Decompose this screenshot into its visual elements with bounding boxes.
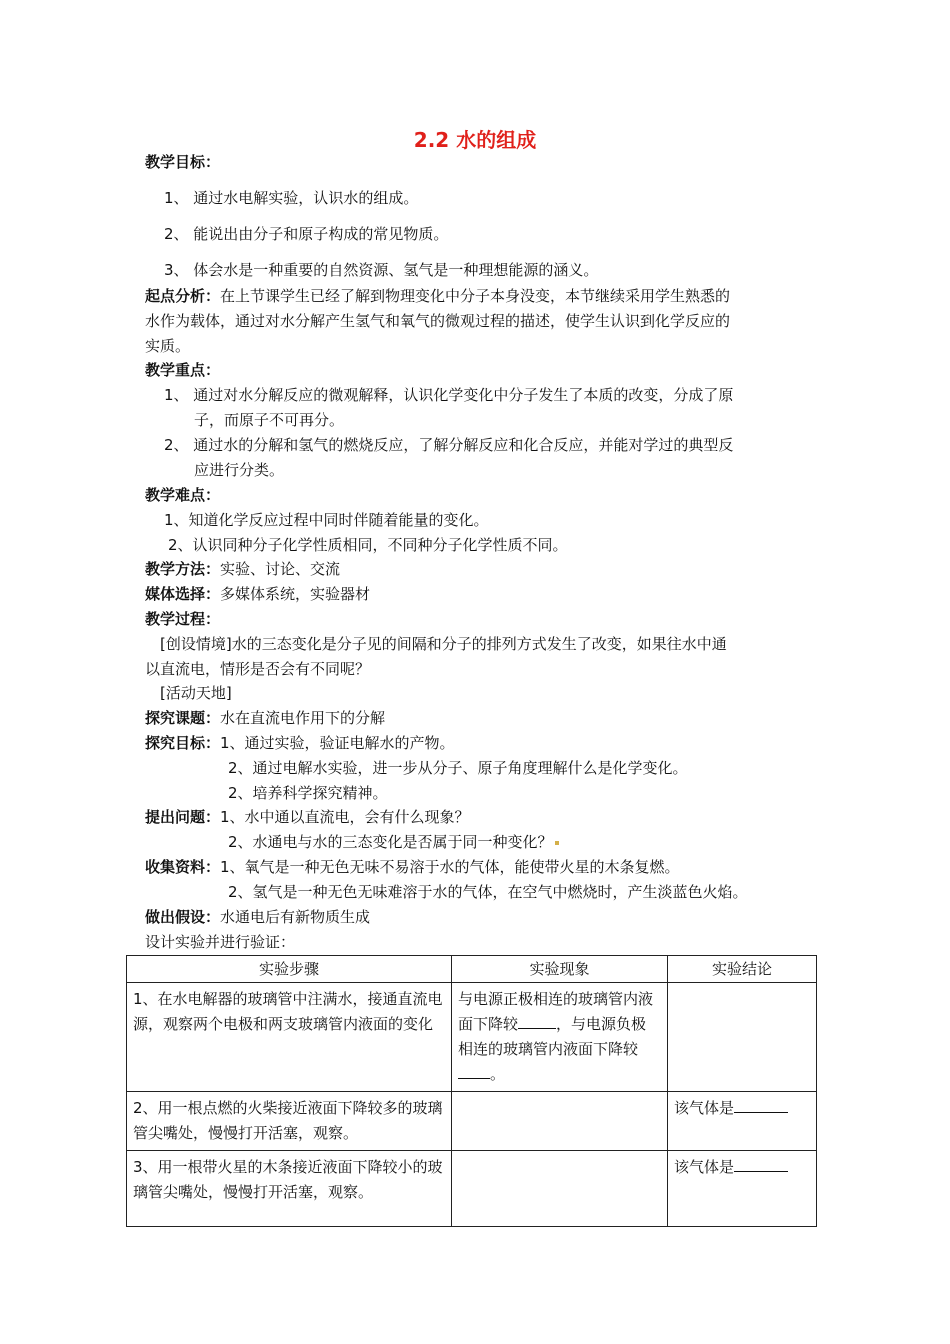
fill-blank[interactable] (734, 1098, 788, 1113)
difficulties-heading: 教学难点： (145, 486, 221, 504)
method-line (145, 557, 817, 581)
objective-item-2: 2、 能说出由分子和原子构成的常见物质。 (164, 225, 449, 243)
material-line-1 (145, 855, 817, 879)
questions-heading: 提出问题： (145, 808, 221, 826)
row3-conclusion (668, 1151, 817, 1227)
activity-label: [活动天地] (160, 684, 232, 702)
key-points-heading: 教学重点： (145, 361, 221, 379)
row1-phenomenon-a: 与电源正极相连的玻璃管内液面下降较 (458, 990, 654, 1033)
header-steps: 实验步骤 (127, 956, 452, 983)
fill-blank[interactable] (458, 1064, 490, 1079)
hypothesis-text: 水通电后有新物质生成 (220, 908, 371, 926)
key-point-2-line-1: 2、 通过水的分解和氢气的燃烧反应，了解分解反应和化合反应，并能对学过的典型反 (164, 436, 734, 454)
method-text: 实验、讨论、交流 (220, 560, 341, 578)
media-line (145, 582, 817, 606)
topic-line (145, 706, 817, 730)
media-text: 多媒体系统，实验器材 (220, 585, 371, 603)
row2-conclusion-label: 该气体是 (674, 1099, 735, 1117)
question-line-2 (228, 830, 900, 854)
starting-point-heading: 起点分析： (145, 287, 221, 305)
inquiry-goal-item-1: 1、通过实验，验证电解水的产物。 (220, 734, 455, 752)
table-header-row (127, 956, 817, 983)
objective-item-1: 1、 通过水电解实验，认识水的组成。 (164, 189, 419, 207)
scenario-line-2: 以直流电，情形是否会有不同呢？ (145, 660, 371, 678)
header-conclusion: 实验结论 (668, 956, 817, 983)
starting-point-line-2: 水作为载体，通过对水分解产生氢气和氧气的微观过程的描述，使学生认识到化学反应的 (145, 312, 731, 330)
key-point-2-line-2: 应进行分类。 (194, 461, 285, 479)
objectives-heading: 教学目标： (145, 153, 221, 171)
starting-point-text-1: 在上节课学生已经了解到物理变化中分子本身没变，本节继续采用学生熟悉的 (220, 287, 731, 305)
materials-heading: 收集资料： (145, 858, 221, 876)
row1-phenomenon-b: ，与电源负极相连的玻璃管内液面下降较 (458, 1015, 647, 1058)
question-item-2: 2、水通电与水的三态变化是否属于同一种变化？ (228, 833, 553, 851)
table-row (127, 1151, 817, 1227)
fill-blank[interactable] (734, 1157, 788, 1172)
inquiry-goal-line-1 (145, 731, 817, 755)
row2-phenomenon (452, 1092, 668, 1151)
row3-phenomenon (452, 1151, 668, 1227)
table-row (127, 1092, 817, 1151)
material-item-1: 1、氧气是一种无色无味不易溶于水的气体，能使带火星的木条复燃。 (220, 858, 680, 876)
topic-heading: 探究课题： (145, 709, 221, 727)
header-phenomena: 实验现象 (452, 956, 668, 983)
key-point-1-line-1: 1、 通过对水分解反应的微观解释，认识化学变化中分子发生了本质的改变，分成了原 (164, 386, 734, 404)
method-heading: 教学方法： (145, 560, 221, 578)
process-heading: 教学过程： (145, 610, 221, 628)
row1-phenomenon-c: 。 (490, 1065, 506, 1083)
row3-conclusion-label: 该气体是 (674, 1158, 735, 1176)
fill-blank[interactable] (518, 1014, 556, 1029)
starting-point-line-1 (145, 284, 817, 308)
row1-phenomenon (452, 983, 668, 1092)
objective-item-3: 3、 体会水是一种重要的自然资源、氢气是一种理想能源的涵义。 (164, 261, 599, 279)
row3-step: 3、用一根带火星的木条接近液面下降较小的玻璃管尖嘴处，慢慢打开活塞，观察。 (127, 1151, 452, 1227)
table-row (127, 983, 817, 1092)
inquiry-goal-item-2: 2、通过电解水实验，进一步从分子、原子角度理解什么是化学变化。 (228, 759, 688, 777)
scan-mark (555, 841, 559, 845)
key-point-1-line-2: 子，而原子不可再分。 (194, 411, 345, 429)
row1-step: 1、在水电解器的玻璃管中注满水，接通直流电源，观察两个电极和两支玻璃管内液面的变化 (127, 983, 452, 1092)
media-heading: 媒体选择： (145, 585, 221, 603)
scenario-line-1: [创设情境]水的三态变化是分子见的间隔和分子的排列方式发生了改变，如果往水中通 (160, 635, 727, 653)
question-item-1: 1、水中通以直流电，会有什么现象？ (220, 808, 470, 826)
hypothesis-heading: 做出假设： (145, 908, 221, 926)
row2-conclusion (668, 1092, 817, 1151)
question-line-1 (145, 805, 817, 829)
page-title: 2.2 水的组成 (413, 128, 537, 152)
inquiry-goals-heading: 探究目标： (145, 734, 221, 752)
row1-conclusion (668, 983, 817, 1092)
difficulty-item-2: 2、认识同种分子化学性质相同，不同种分子化学性质不同。 (168, 536, 568, 554)
design-label: 设计实验并进行验证： (145, 933, 296, 951)
topic-text: 水在直流电作用下的分解 (220, 709, 386, 727)
experiment-table (126, 955, 817, 1227)
material-item-2: 2、氢气是一种无色无味难溶于水的气体，在空气中燃烧时，产生淡蓝色火焰。 (228, 883, 748, 901)
starting-point-line-3: 实质。 (145, 337, 191, 355)
inquiry-goal-item-3: 2、培养科学探究精神。 (228, 784, 388, 802)
row2-step: 2、用一根点燃的火柴接近液面下降较多的玻璃管尖嘴处，慢慢打开活塞，观察。 (127, 1092, 452, 1151)
hypothesis-line (145, 905, 817, 929)
difficulty-item-1: 1、知道化学反应过程中同时伴随着能量的变化。 (164, 511, 489, 529)
